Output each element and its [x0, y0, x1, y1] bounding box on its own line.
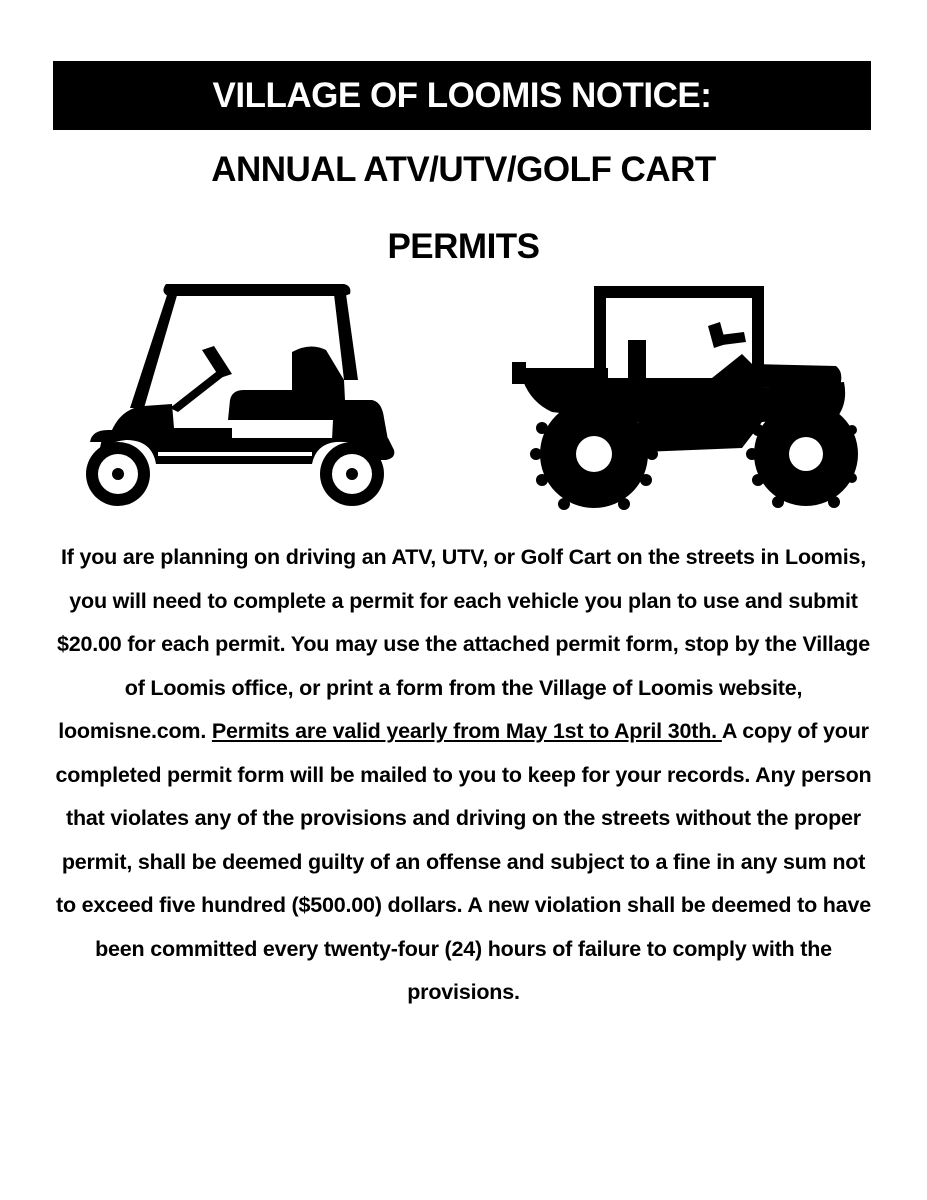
page-title-line-2: PERMITS — [387, 227, 540, 266]
notice-body — [50, 536, 877, 1015]
body-text-part2: A copy of your completed permit form will be mailed to you to keep for your records. Any person that violates any of the provisions and driving on the streets without the proper permit, shall be deemed guilty of an offense and subject to a fine in any sum not to exceed five hundred ($500.00) dollars. A new violation shall be deemed to have been committed every twenty-four (24) hours of failure to comply with the provisions. — [55, 719, 872, 1004]
body-text-part1: If you are planning on driving an ATV, UTV, or Golf Cart on the streets in Loomis, you will need to complete a permit for each vehicle you plan to use and submit $20.00 for each permit. You may use the attached permit form, stop by the Village of Loomis office, or print a form from the Village of Loomis website, loomisne.com. — [57, 545, 870, 743]
notice-banner — [53, 61, 871, 130]
utv-icon — [512, 282, 858, 510]
page-title-line-1: ANNUAL ATV/UTV/GOLF CART — [211, 150, 716, 189]
permit-validity-text: Permits are valid yearly from May 1st to April 30th. — [211, 719, 722, 743]
banner-title: VILLAGE OF LOOMIS NOTICE: — [212, 75, 712, 115]
golf-cart-icon — [82, 280, 400, 508]
